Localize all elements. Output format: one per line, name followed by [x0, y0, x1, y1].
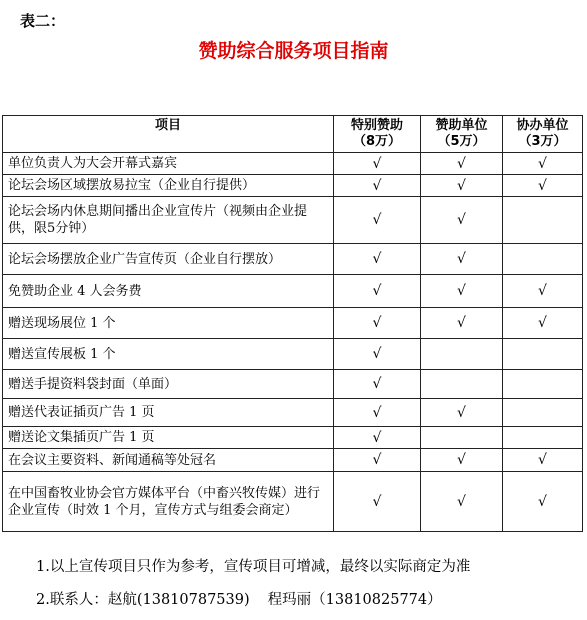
row-item: 赠送现场展位 1 个 — [3, 308, 334, 339]
tier-name: 赞助单位 — [435, 118, 488, 133]
sponsorship-table — [2, 115, 583, 532]
row-mark — [421, 427, 503, 449]
row-mark: √ — [334, 153, 421, 175]
table-row — [3, 308, 583, 339]
row-mark: √ — [503, 472, 583, 532]
tier-name: 特别赞助 — [350, 118, 403, 133]
table-row — [3, 175, 583, 197]
table-label: 表二： — [20, 12, 66, 30]
row-mark — [503, 339, 583, 370]
row-item: 论坛会场摆放企业广告宣传页（企业自行摆放） — [3, 244, 334, 275]
header-tier-coorganizer — [503, 116, 583, 153]
row-mark: √ — [334, 339, 421, 370]
row-mark: √ — [334, 175, 421, 197]
table-row — [3, 449, 583, 472]
header-tier-special — [334, 116, 421, 153]
row-mark — [421, 370, 503, 399]
row-mark — [421, 339, 503, 370]
table-row — [3, 370, 583, 399]
row-mark — [503, 427, 583, 449]
row-mark: √ — [334, 275, 421, 308]
row-mark: √ — [334, 244, 421, 275]
row-mark: √ — [334, 472, 421, 532]
table-row — [3, 244, 583, 275]
row-item: 免赞助企业 4 人会务费 — [3, 275, 334, 308]
row-mark: √ — [421, 244, 503, 275]
row-mark: √ — [421, 153, 503, 175]
row-mark: √ — [503, 449, 583, 472]
row-item: 赠送论文集插页广告 1 页 — [3, 427, 334, 449]
row-item: 在会议主要资料、新闻通稿等处冠名 — [3, 449, 334, 472]
row-item: 论坛会场内休息期间播出企业宣传片（视频由企业提供，限5分钟） — [3, 197, 334, 244]
row-mark: √ — [421, 399, 503, 427]
contacts-label: 2.联系人： — [36, 592, 108, 608]
row-mark: √ — [503, 275, 583, 308]
row-mark: √ — [421, 308, 503, 339]
document-title: 赞助综合服务项目指南 — [198, 40, 389, 62]
row-item: 赠送代表证插页广告 1 页 — [3, 399, 334, 427]
contact-zhao-hang: 赵航(13810787539) — [107, 592, 250, 608]
row-mark: √ — [334, 308, 421, 339]
row-mark: √ — [421, 472, 503, 532]
table-row — [3, 472, 583, 532]
row-mark: √ — [334, 197, 421, 244]
header-item: 项目 — [3, 116, 334, 153]
contact-cheng-mali: 程玛丽（13810825774） — [267, 592, 442, 608]
row-item: 赠送宣传展板 1 个 — [3, 339, 334, 370]
table-row — [3, 197, 583, 244]
row-mark: √ — [503, 153, 583, 175]
row-mark: √ — [334, 427, 421, 449]
tier-name: 协办单位 — [516, 118, 569, 133]
row-mark: √ — [421, 175, 503, 197]
tier-amount: （5万） — [437, 134, 486, 149]
row-mark — [503, 399, 583, 427]
row-mark: √ — [421, 197, 503, 244]
tier-amount: （8万） — [352, 134, 402, 149]
row-mark — [503, 197, 583, 244]
row-mark: √ — [421, 449, 503, 472]
table-row — [3, 339, 583, 370]
table-row — [3, 275, 583, 308]
row-mark: √ — [421, 275, 503, 308]
table-row — [3, 153, 583, 175]
note-reference: 1.以上宣传项目只作为参考，宣传项目可增减，最终以实际商定为准 — [36, 559, 471, 575]
row-mark — [503, 244, 583, 275]
row-item: 论坛会场区域摆放易拉宝（企业自行提供） — [3, 175, 334, 197]
note-contacts — [36, 588, 442, 609]
row-item: 赠送手提资料袋封面（单面） — [3, 370, 334, 399]
row-item: 单位负责人为大会开幕式嘉宾 — [3, 153, 334, 175]
row-mark — [503, 370, 583, 399]
row-mark: √ — [334, 399, 421, 427]
row-item: 在中国畜牧业协会官方媒体平台（中畜兴牧传媒）进行企业宣传（时效 1 个月，宣传方式与组委会商定） — [3, 472, 334, 532]
header-tier-sponsor — [421, 116, 503, 153]
row-mark: √ — [503, 175, 583, 197]
table-row — [3, 399, 583, 427]
table-row — [3, 427, 583, 449]
tier-amount: （3万） — [518, 134, 567, 149]
row-mark: √ — [334, 370, 421, 399]
table-header-row — [3, 116, 583, 153]
row-mark: √ — [334, 449, 421, 472]
row-mark: √ — [503, 308, 583, 339]
